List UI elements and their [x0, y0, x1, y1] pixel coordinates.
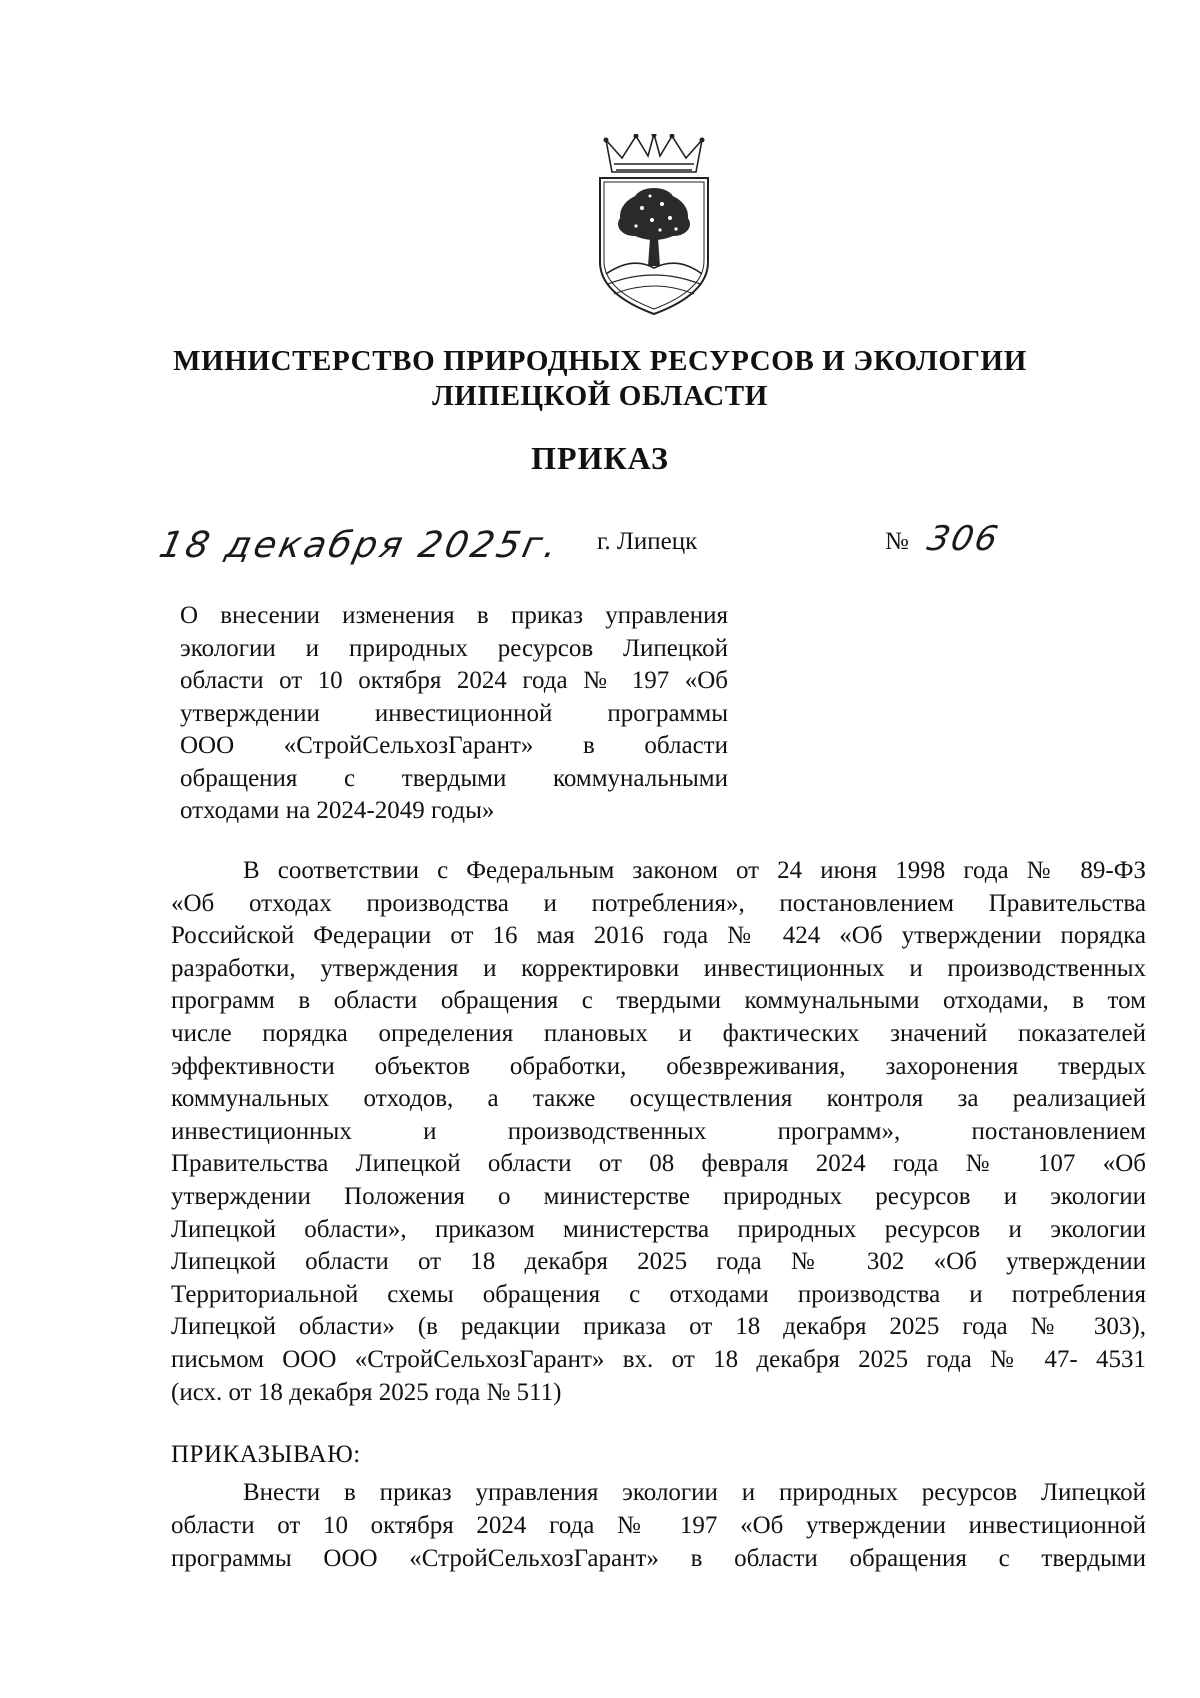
preamble-line: числе порядка определения плановых и фактических значений показателей: [171, 1019, 1146, 1047]
subject-line: ООО «СтройСельхозГарант» в области: [180, 732, 728, 759]
order-line: области от 10 октября 2024 года № 197 «Об утверждении инвестиционной: [171, 1512, 1146, 1539]
order-subject: [180, 600, 728, 828]
subject-line: области от 10 октября 2024 года № 197 «Об: [180, 667, 728, 694]
preamble-paragraph: [171, 855, 1146, 1409]
subject-line: обращения с твердыми коммунальными: [180, 764, 728, 792]
subject-line: отходами на 2024-2049 годы»: [180, 797, 495, 824]
preamble-line: В соответствии с Федеральным законом от 24 июня 1998 года № 89-ФЗ: [243, 857, 1146, 884]
coat-of-arms-emblem: [592, 134, 716, 318]
preamble-line: разработки, утверждения и корректировки инвестиционных и производственных: [171, 954, 1146, 982]
order-line: программы ООО «СтройСельхозГарант» в области обращения с твердыми: [171, 1545, 1146, 1572]
subject-line: экологии и природных ресурсов Липецкой: [180, 634, 728, 662]
subject-line: утверждении инвестиционной программы: [180, 699, 728, 727]
preamble-line: программ в области обращения с твердыми коммунальными отходами, в том: [171, 987, 1146, 1015]
handwritten-order-number: 306: [923, 519, 1004, 559]
preamble-line: (исх. от 18 декабря 2025 года № 511): [171, 1378, 562, 1406]
ministry-name-line2: ЛИПЕЦКОЙ ОБЛАСТИ: [432, 380, 768, 412]
preamble-line: Российской Федерации от 16 мая 2016 года № 424 «Об утверждении порядка: [171, 922, 1146, 950]
preamble-line: «Об отходах производства и потребления», постановлением Правительства: [171, 889, 1146, 917]
preamble-line: Липецкой области» (в редакции приказа от 18 декабря 2025 года № 303),: [171, 1313, 1146, 1341]
preamble-line: инвестиционных и производственных программ», постановлением: [171, 1117, 1146, 1145]
preamble-line: Правительства Липецкой области от 08 февраля 2024 года № 107 «Об: [171, 1150, 1146, 1178]
subject-line: О внесении изменения в приказ управления: [180, 602, 728, 629]
preamble-line: эффективности объектов обработки, обезвреживания, захоронения твердых: [171, 1052, 1146, 1080]
handwritten-date: 18 декабря 2025г.: [155, 525, 564, 566]
preamble-line: Липецкой области от 18 декабря 2025 года № 302 «Об утверждении: [171, 1248, 1146, 1276]
document-type-title: ПРИКАЗ: [531, 440, 669, 476]
preamble-line: письмом ООО «СтройСельхозГарант» вх. от 18 декабря 2025 года № 47- 4531: [171, 1345, 1146, 1373]
order-line: Внести в приказ управления экологии и природных ресурсов Липецкой: [243, 1479, 1146, 1506]
order-directive-word: ПРИКАЗЫВАЮ:: [171, 1441, 361, 1468]
ministry-name-line1: МИНИСТЕРСТВО ПРИРОДНЫХ РЕСУРСОВ И ЭКОЛОГИИ: [173, 345, 1027, 377]
preamble-line: Территориальной схемы обращения с отходами производства и потребления: [171, 1280, 1146, 1308]
order-paragraph: [171, 1476, 1146, 1575]
city-label: г. Липецк: [597, 528, 698, 555]
preamble-line: Липецкой области», приказом министерства природных ресурсов и экологии: [171, 1215, 1146, 1243]
number-sign: №: [885, 528, 909, 555]
preamble-line: коммунальных отходов, а также осуществления контроля за реализацией: [171, 1085, 1146, 1113]
preamble-line: утверждении Положения о министерстве природных ресурсов и экологии: [171, 1182, 1146, 1210]
